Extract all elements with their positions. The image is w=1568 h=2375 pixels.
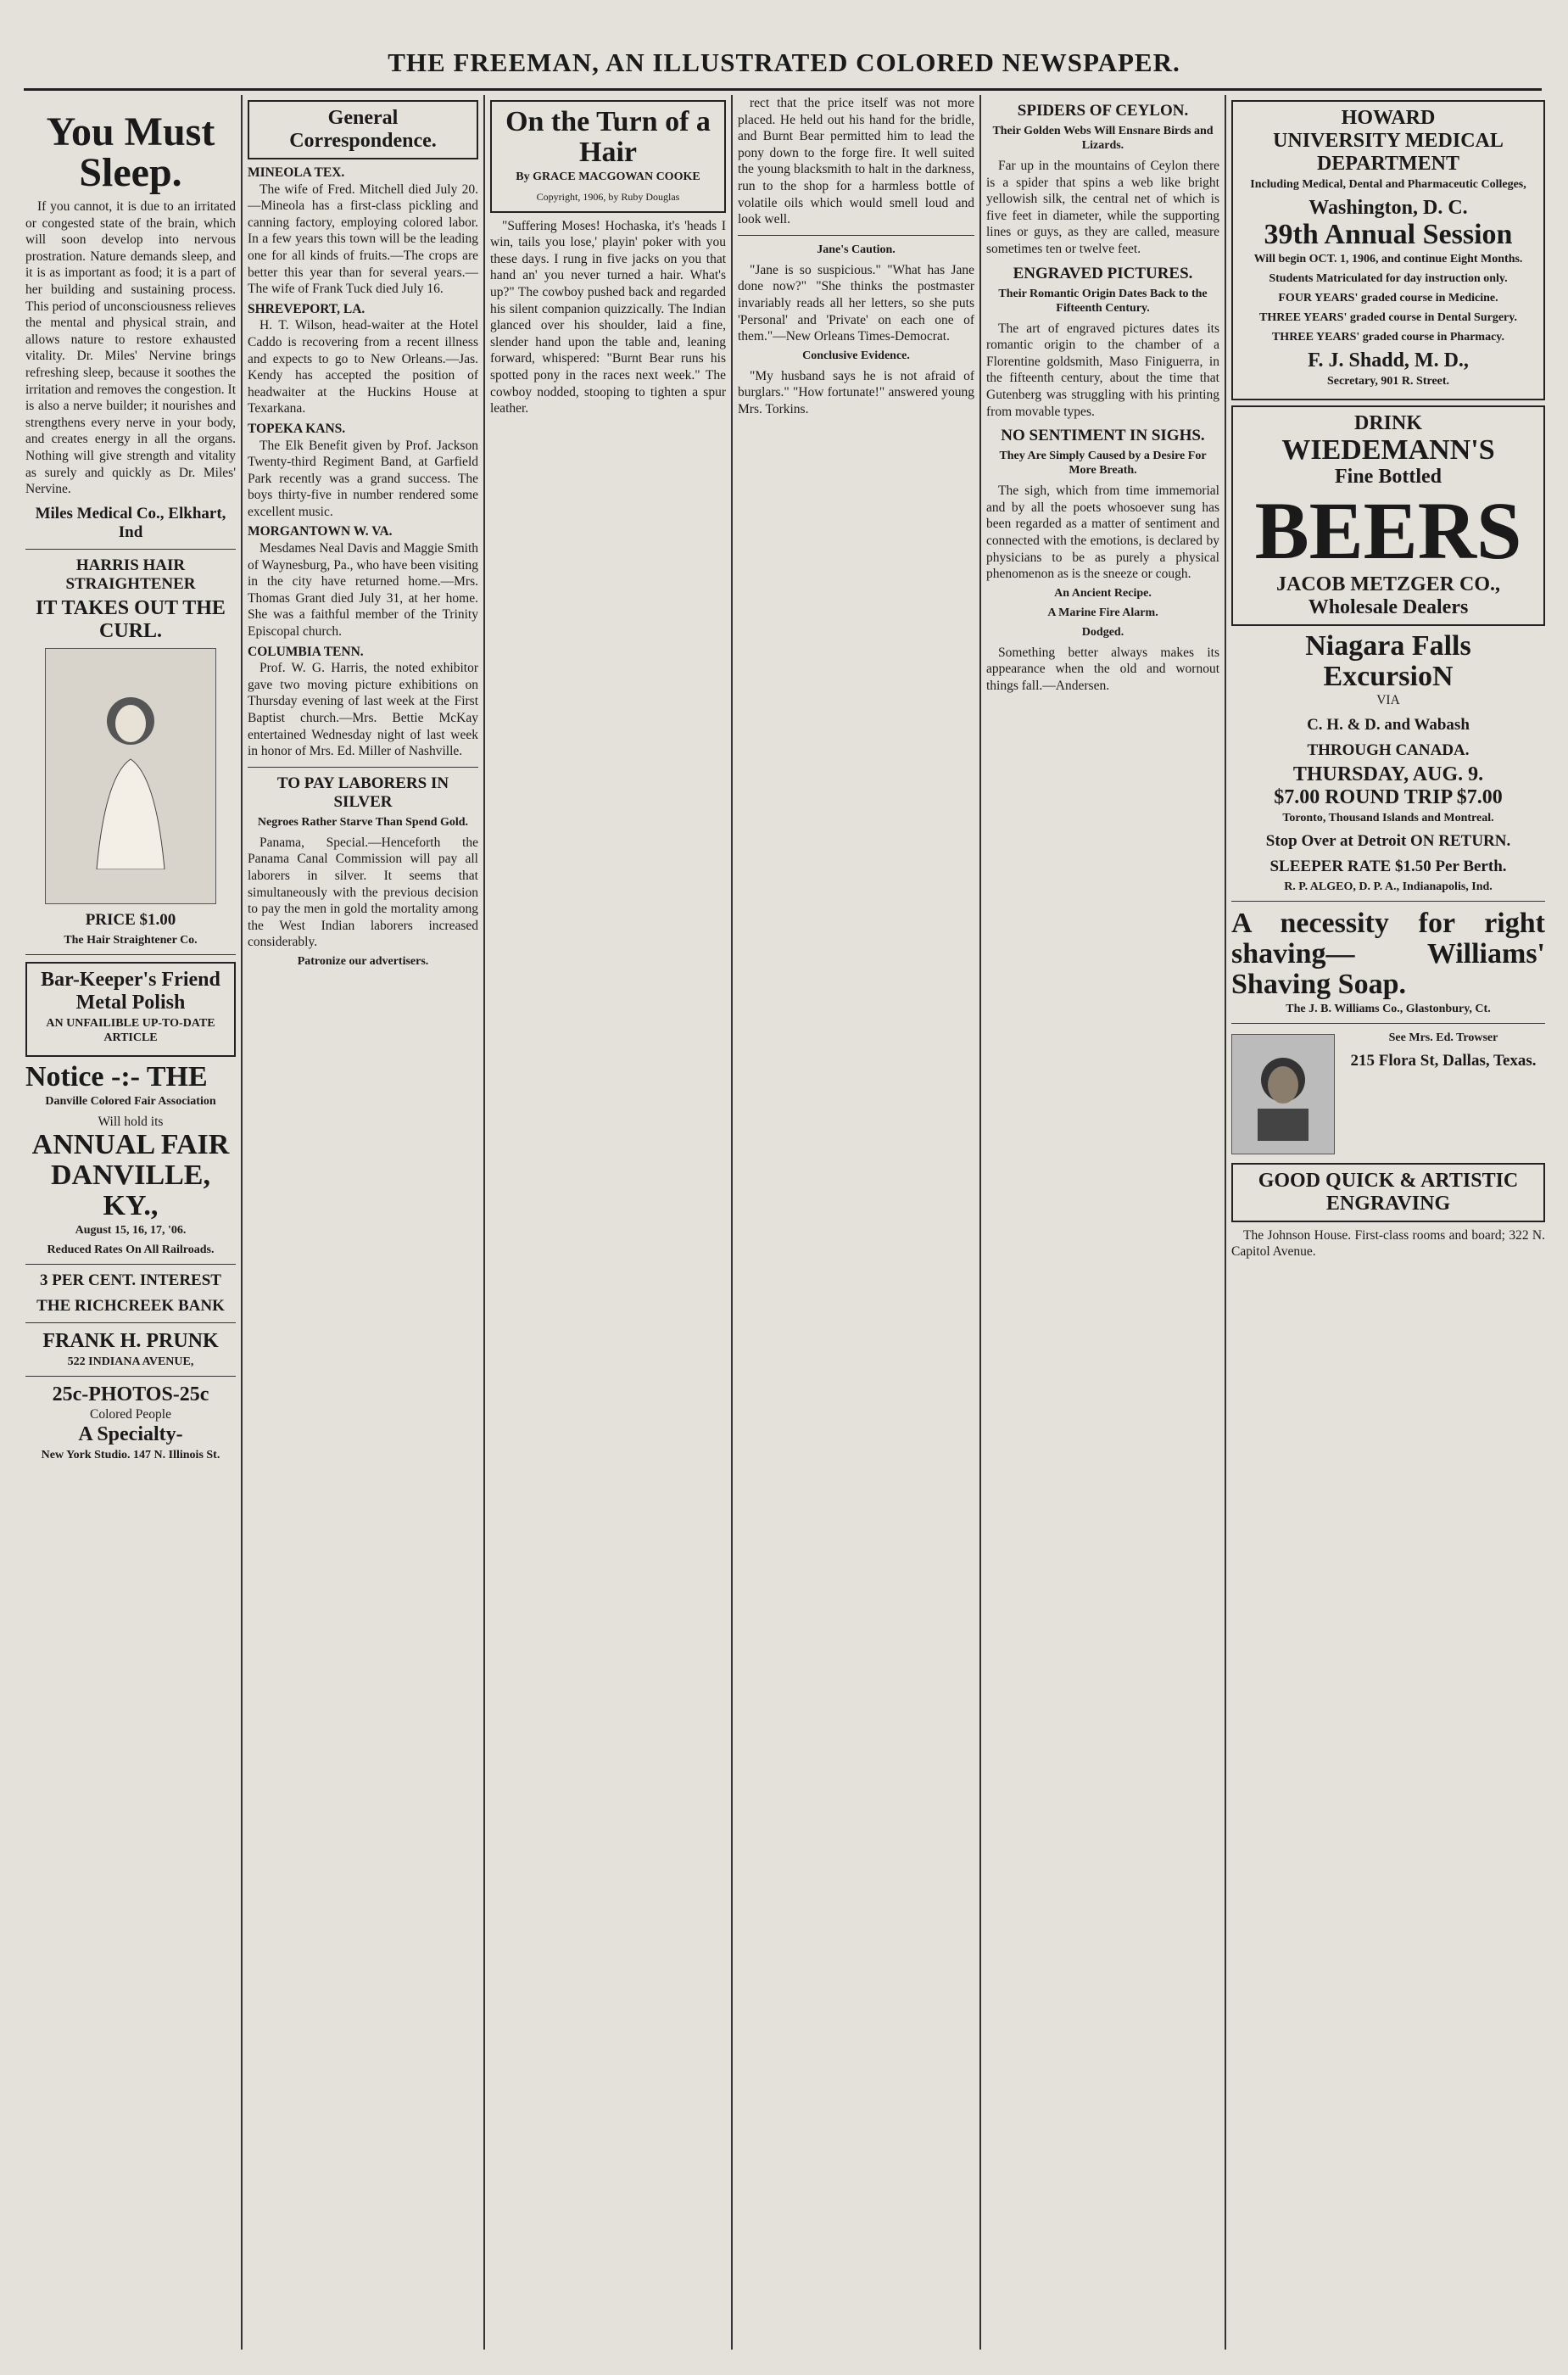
closing-quote: Something better always makes its appearance when the old and wornout things fall.—Andersen. bbox=[986, 645, 1219, 693]
interest-ad: 3 PER CENT. INTEREST bbox=[40, 1271, 221, 1290]
masthead-rule bbox=[24, 88, 1542, 91]
trowser-ad bbox=[1231, 1031, 1545, 1070]
williams-soap-ad: A necessity for right shaving— Williams' Shaving Soap. bbox=[1231, 907, 1545, 1000]
polish-title: Bar-Keeper's Friend Metal Polish bbox=[41, 968, 220, 1014]
woman-illustration bbox=[45, 648, 216, 904]
dateline-mineola: MINEOLA TEX. bbox=[248, 165, 345, 180]
sleeper-rate: SLEEPER RATE $1.50 Per Berth. bbox=[1269, 857, 1507, 875]
story-continued: rect that the price itself was not more placed. He held out his hand for the bridle, and Burnt Bear permitted him to lead the pony down to the forge fire. It well suited the young blacksmith to halt in the darkness, run to the shop for a harmless bottle of volatile oils which would smell loud and look well. bbox=[738, 96, 974, 227]
trowser-address: 215 Flora St, Dallas, Texas. bbox=[1350, 1051, 1537, 1070]
railroad-name: C. H. & D. and Wabash bbox=[1307, 715, 1470, 734]
story-byline: By GRACE MACGOWAN COOKE bbox=[516, 170, 700, 183]
sighs-subhead: They Are Simply Caused by a Desire For More Breath. bbox=[999, 450, 1207, 478]
portrait-photo bbox=[1231, 1034, 1335, 1154]
silver-subhead: Negroes Rather Starve Than Spend Gold. bbox=[257, 815, 469, 829]
harris-price: PRICE $1.00 bbox=[85, 910, 176, 929]
students-note: Students Matriculated for day instruction only. bbox=[1269, 272, 1508, 285]
recipe-title: An Ancient Recipe. bbox=[1054, 586, 1152, 600]
annual-fair: ANNUAL FAIR bbox=[31, 1129, 230, 1161]
harris-company: The Hair Straightener Co. bbox=[64, 933, 198, 947]
colored-people: Colored People bbox=[90, 1407, 171, 1422]
spiders-subhead: Their Golden Webs Will Ensnare Birds and Lizards. bbox=[992, 125, 1214, 152]
round-trip-fare: $7.00 ROUND TRIP $7.00 bbox=[1274, 785, 1503, 808]
separator bbox=[25, 1264, 236, 1265]
studio-address: New York Studio. 147 N. Illinois St. bbox=[41, 1448, 220, 1461]
fair-dates: August 15, 16, 17, '06. bbox=[75, 1224, 187, 1238]
column-divider bbox=[241, 95, 243, 2350]
polish-tagline: AN UNFAILIBLE UP-TO-DATE ARTICLE bbox=[46, 1016, 215, 1044]
via-label: VIA bbox=[1376, 693, 1400, 707]
mineola-news: The wife of Fred. Mitchell died July 20.—Mineola has a first-class pickling and canning factory, employing colored labor. In a few years this town will be the leading one for all kinds of fruits.—The crops are better this year than for several years.—The wife of Frank Tuck died July 16. bbox=[248, 182, 478, 297]
story-title: On the Turn of a Hair bbox=[505, 106, 711, 168]
shadd-address: Secretary, 901 R. Street. bbox=[1326, 375, 1450, 388]
fine-bottled: Fine Bottled bbox=[1335, 466, 1442, 488]
story-copyright: Copyright, 1906, by Ruby Douglas bbox=[536, 191, 680, 203]
column-divider bbox=[979, 95, 981, 2350]
separator bbox=[25, 954, 236, 955]
masthead: THE FREEMAN, AN ILLUSTRATED COLORED NEWSPAPER. bbox=[388, 48, 1180, 77]
separator bbox=[1231, 1023, 1545, 1024]
patronize-note: Patronize our advertisers. bbox=[297, 954, 429, 968]
sighs-text: The sigh, which from time immemorial and by all the poets whosoever sung has been regarded as a matter of sentiment and connected with the emotions, is declared by physicians to be as purely a physical phenomenon as is the sneeze or cough. bbox=[986, 483, 1219, 582]
university-sub: Including Medical, Dental and Pharmaceutic Colleges, bbox=[1250, 178, 1526, 191]
session-date: Will begin OCT. 1, 1906, and continue Eight Months. bbox=[1253, 253, 1523, 265]
caution-text: "Jane is so suspicious." "What has Jane done now?" "She thinks the postmaster invariably reads all her letters, so she puts 'Personal' and 'Private' on each one of them."—New Orleans Times-Democrat. bbox=[738, 262, 974, 344]
dodged-title: Dodged. bbox=[1081, 625, 1124, 639]
harris-ad-title: HARRIS HAIR STRAIGHTENER bbox=[65, 556, 196, 593]
stop-over: Stop Over at Detroit ON RETURN. bbox=[1265, 831, 1511, 850]
fire-alarm-title: A Marine Fire Alarm. bbox=[1047, 606, 1158, 619]
dateline-columbia: COLUMBIA TENN. bbox=[248, 644, 364, 659]
agent-name: R. P. ALGEO, D. P. A., Indianapolis, Ind. bbox=[1284, 880, 1493, 893]
engraved-text: The art of engraved pictures dates its romantic origin to the chamber of a Florentine goldsmith, Maso Finiguerra, in the fifteenth century, about the time that Gutenberg was struggling with his printing from movable types. bbox=[986, 321, 1219, 419]
side-trips: Toronto, Thousand Islands and Montreal. bbox=[1282, 811, 1494, 824]
williams-company: The J. B. Williams Co., Glastonbury, Ct. bbox=[1286, 1002, 1491, 1015]
niagara-excursion-ad bbox=[1231, 631, 1545, 894]
wiedemann-beer-ad bbox=[1231, 405, 1545, 626]
trowser-name: See Mrs. Ed. Trowser bbox=[1388, 1031, 1498, 1044]
silver-article: Panama, Special.—Henceforth the Panama Canal Commission will pay all laborers in silver. It seems that simultaneously with the previous decision to pay the men in gold the mortality among the West Indian laborers increased considerably. bbox=[248, 835, 478, 950]
niagara-title: Niagara Falls bbox=[1305, 630, 1471, 662]
topeka-news: The Elk Benefit given by Prof. Jackson Twenty-third Regiment Band, at Garfield Park recently was a grand success. The boys thirty-five in number rendered some excellent music. bbox=[248, 438, 478, 519]
column-divider bbox=[1225, 95, 1226, 2350]
separator bbox=[248, 767, 478, 768]
reduced-rates: Reduced Rates On All Railroads. bbox=[47, 1243, 215, 1257]
column-4-story-cont bbox=[738, 95, 974, 2350]
sighs-headline: NO SENTIMENT IN SIGHS. bbox=[1001, 427, 1205, 445]
column-divider bbox=[483, 95, 485, 2350]
prunk-name: FRANK H. PRUNK bbox=[42, 1330, 219, 1353]
column-3-story bbox=[490, 95, 726, 2350]
three-years-pharmacy: THREE YEARS' graded course in Pharmacy. bbox=[1271, 331, 1505, 344]
column-6-ads bbox=[1231, 95, 1545, 2350]
story-title-box bbox=[490, 100, 726, 213]
metal-polish-ad bbox=[25, 962, 236, 1057]
shadd-name: F. J. Shadd, M. D., bbox=[1308, 349, 1469, 372]
bank-name: THE RICHCREEK BANK bbox=[36, 1297, 225, 1316]
metzger-name: JACOB METZGER CO., bbox=[1275, 573, 1501, 595]
separator bbox=[738, 235, 974, 236]
engraving-ad: GOOD QUICK & ARTISTIC ENGRAVING bbox=[1231, 1163, 1545, 1222]
separator bbox=[25, 549, 236, 550]
spiders-text: Far up in the mountains of Ceylon there is a spider that spins a web like bright yellowish silk, the central net of which is five feet in diameter, while the supporting lines or guys, as they are called, measure sometimes ten or twelve feet. bbox=[986, 159, 1219, 256]
three-years-dental: THREE YEARS' graded course in Dental Surgery. bbox=[1259, 311, 1517, 324]
evidence-title: Conclusive Evidence. bbox=[802, 349, 910, 362]
session-title: 39th Annual Session bbox=[1264, 219, 1513, 250]
dateline-morgantown: MORGANTOWN W. VA. bbox=[248, 524, 393, 539]
johnson-house-ad: The Johnson House. First-class rooms and board; 322 N. Capitol Avenue. bbox=[1231, 1227, 1545, 1260]
notice-title: Notice -:- THE bbox=[25, 1060, 208, 1092]
column-5-articles bbox=[986, 95, 1219, 2350]
photos-ad: 25c-PHOTOS-25c bbox=[52, 1383, 209, 1406]
howard-name: HOWARD bbox=[1341, 107, 1436, 129]
howard-university-ad bbox=[1231, 100, 1545, 400]
column-divider bbox=[731, 95, 733, 2350]
excursion-title: ExcursioN bbox=[1323, 661, 1454, 692]
excursion-date: THURSDAY, AUG. 9. bbox=[1292, 763, 1484, 785]
wiedemann-name: WIEDEMANN'S bbox=[1281, 434, 1495, 466]
washington: Washington, D. C. bbox=[1309, 197, 1468, 219]
university-dept: UNIVERSITY MEDICAL DEPARTMENT bbox=[1273, 130, 1504, 175]
columbia-news: Prof. W. G. Harris, the noted exhibitor gave two moving picture exhibitions on Thursday evening of last week at the First Baptist church.—Mrs. Bettie McKay entertained Wednesday night of last week in honor of Mrs. Ed. Miller of Nashville. bbox=[248, 661, 478, 759]
prunk-address: 522 INDIANA AVENUE, bbox=[67, 1355, 194, 1369]
shreveport-news: H. T. Wilson, head-waiter at the Hotel Caddo is recovering from a recent illness and expects to go to New Orleans.—Jas. Kendy has accepted the position of headwaiter at the Huckins House at Texarkana. bbox=[248, 318, 478, 416]
specialty: A Specialty- bbox=[78, 1422, 183, 1445]
correspondence-header: General Correspondence. bbox=[248, 100, 478, 159]
through-canada: THROUGH CANADA. bbox=[1307, 740, 1470, 759]
spiders-headline: SPIDERS OF CEYLON. bbox=[1017, 102, 1189, 120]
dateline-topeka: TOPEKA KANS. bbox=[248, 421, 346, 436]
column-2-correspondence bbox=[248, 95, 478, 2350]
sleep-ad-title: You Must Sleep. bbox=[46, 109, 215, 195]
wholesale-label: Wholesale Dealers bbox=[1308, 596, 1469, 618]
sleep-ad-body: If you cannot, it is due to an irritated or congested state of the brain, which will soon develop into nervous prostration. Nature demands sleep, and it is as important as food; it is a part of her building and sustaining process. This period of unconsciousness relieves the mental and physical strain, and allows nature to restore exhausted vitality. Dr. Miles' Nervine brings refreshing sleep, because it soothes the irritation and removes the congestion. It is also a nerve builder; it nourishes and strengthens every nerve in your body, and creates energy in all the organs. Nothing will give strength and vitality as surely and quickly as Dr. Miles' Nervine. bbox=[25, 199, 236, 497]
four-years-course: FOUR YEARS' graded course in Medicine. bbox=[1278, 292, 1498, 305]
engraved-headline: ENGRAVED PICTURES. bbox=[1013, 264, 1193, 282]
evidence-text: "My husband says he is not afraid of burglars." "How fortunate!" answered young Mrs. Torkins. bbox=[738, 368, 974, 416]
separator bbox=[25, 1322, 236, 1323]
morgantown-news: Mesdames Neal Davis and Maggie Smith of Waynesburg, Pa., who have been visiting in the city have returned home.—Mrs. Thomas Grant died July 31, at her home. She was a faithful member of the Trinity Episcopal church. bbox=[248, 541, 478, 640]
column-1-ads bbox=[25, 95, 236, 2350]
fair-will-hold: Will hold its bbox=[98, 1114, 164, 1129]
separator bbox=[1231, 901, 1545, 902]
story-text: "Suffering Moses! Hochaska, it's 'heads I win, tails you lose,' playin' poker with you these days. I rung in five jacks on you that hand an' you never turned a hair. What's up?" The cowboy pushed back and regarded his silent companion quizzically. The Indian glanced over his shoulder, laid a fine, slender hand upon the table and, leaning forward, whispered: "Burnt Bear runs his spotted pony in the races next week." The cowboy nodded, stooping to tighten a spur leather. bbox=[490, 218, 726, 416]
silver-headline: TO PAY LABORERS IN SILVER bbox=[276, 774, 449, 811]
separator bbox=[25, 1376, 236, 1377]
fair-association: Danville Colored Fair Association bbox=[45, 1094, 216, 1108]
beers-label: BEERS bbox=[1254, 485, 1522, 576]
harris-ad-tagline: IT TAKES OUT THE CURL. bbox=[36, 596, 226, 642]
danville: DANVILLE, KY., bbox=[51, 1160, 210, 1222]
drink-label: DRINK bbox=[1353, 412, 1422, 434]
dateline-shreveport: SHREVEPORT, LA. bbox=[248, 301, 365, 316]
sleep-ad-footer: Miles Medical Co., Elkhart, Ind bbox=[35, 504, 226, 541]
engraved-subhead: Their Romantic Origin Dates Back to the Fifteenth Century. bbox=[998, 287, 1208, 315]
caution-title: Jane's Caution. bbox=[817, 243, 896, 256]
